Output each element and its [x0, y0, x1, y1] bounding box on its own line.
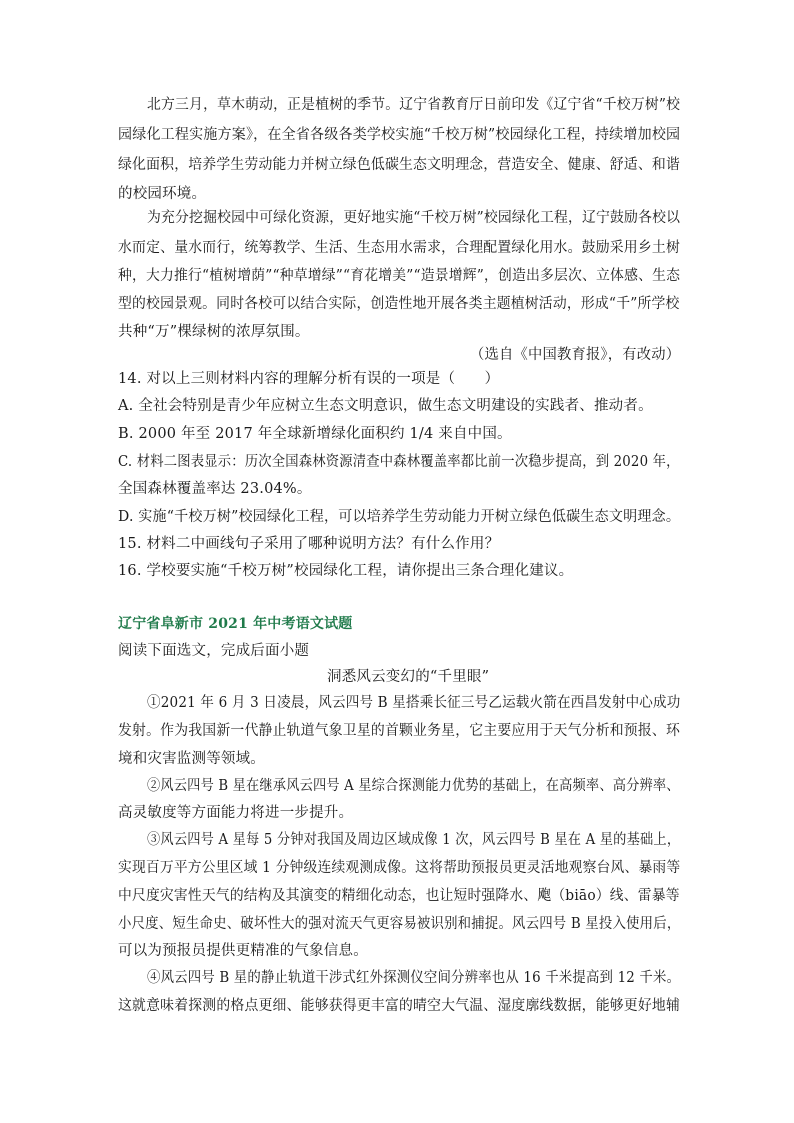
- article-text-line: 高灵敏度等方面能力将进一步提升。: [118, 805, 354, 821]
- source-citation: （选自《中国教育报》，有改动）: [470, 347, 681, 363]
- article-text-line: 发射。作为我国新一代静止轨道气象卫星的首颗业务星，它主要应用于天气分析和预报、环: [118, 723, 681, 739]
- article-text-line: ①2021 年 6 月 3 日凌晨，风云四号 B 星搭乘长征三号乙运载火箭在西昌发射中心成功: [147, 695, 681, 711]
- article-text-line: 境和灾害监测等领域。: [118, 751, 265, 767]
- material-text-line: 共种“万”棵绿树的浓厚氛围。: [118, 324, 310, 340]
- material-text-line: 为充分挖掘校园中可绿化资源，更好地实施“千校万树”校园绿化工程，辽宁鼓励各校以: [147, 210, 681, 226]
- article-text-line: 这就意味着探测的格点更细、能够获得更丰富的晴空大气温、湿度廓线数据，能够更好地辅: [118, 998, 681, 1014]
- option-a: A. 全社会特别是青少年应树立生态文明意识，做生态文明建设的实践者、推动者。: [118, 398, 653, 414]
- material-text-line: 绿化面积，培养学生劳动能力并树立绿色低碳生态文明理念，营造安全、健康、舒适、和谐: [118, 157, 681, 173]
- article-text-line: 实现百万平方公里区域 1 分钟级连续观测成像。这将帮助预报员更灵活地观察台风、暴雨等: [118, 860, 681, 876]
- material-text-line: 园绿化工程实施方案》，在全省各级各类学校实施“千校万树”校园绿化工程，持续增加校园: [118, 127, 681, 143]
- article-text-line: ④风云四号 B 星的静止轨道干涉式红外探测仪空间分辨率也从 16 千米提高到 12 千米。: [147, 970, 681, 986]
- material-text-line: 水而定、量水而行，统筹教学、生活、生态用水需求，合理配置绿化用水。鼓励采用乡土树: [118, 240, 681, 256]
- question-14: 14. 对以上三则材料内容的理解分析有误的一项是（ ）: [118, 371, 500, 387]
- reading-instruction: 阅读下面选文，完成后面小题: [118, 643, 310, 659]
- material-text-line: 的校园环境。: [118, 186, 207, 202]
- article-text-line: ③风云四号 A 星每 5 分钟对我国及周边区域成像 1 次，风云四号 B 星在 A 星的基础上，: [147, 832, 681, 848]
- article-text-line: 可以为预报员提供更精准的气象信息。: [118, 943, 368, 959]
- material-text-line: 北方三月，草木萌动，正是植树的季节。辽宁省教育厅日前印发《辽宁省“千校万树”校: [147, 97, 681, 113]
- article-title: 洞悉风云变幻的“千里眼”: [327, 669, 490, 685]
- option-c: C. 材料二图表显示：历次全国森林资源清查中森林覆盖率都比前一次稳步提高，到 2020 年，: [118, 454, 680, 470]
- article-text-line: ②风云四号 B 星在继承风云四号 A 星综合探测能力优势的基础上，在高频率、高分辨率、: [147, 778, 680, 794]
- option-d: D. 实施“千校万树”校园绿化工程，可以培养学生劳动能力开树立绿色低碳生态文明理念。: [118, 509, 681, 525]
- question-15: 15. 材料二中画线句子采用了哪种说明方法？有什么作用？: [118, 536, 500, 552]
- article-text-line: 中尺度灾害性天气的结构及其演变的精细化动态，也让短时强降水、飑（biāo）线、雷暴等: [118, 888, 680, 904]
- material-text-line: 种，大力推行“植树增荫”“种草增绿”“育花增美”“造景增辉”，创造出多层次、立体感、生态: [118, 268, 681, 284]
- question-16: 16. 学校要实施“千校万树”校园绿化工程，请你提出三条合理化建议。: [118, 563, 574, 579]
- article-text-line: 小尺度、短生命史、破坏性大的强对流天气更容易被识别和捕捉。风云四号 B 星投入使用后，: [118, 916, 681, 932]
- option-c-continued: 全国森林覆盖率达 23.04%。: [118, 481, 312, 497]
- material-text-line: 型的校园景观。同时各校可以结合实际，创造性地开展各类主题植树活动，形成“千”所学校: [118, 296, 680, 312]
- option-b: B. 2000 年至 2017 年全球新增绿化面积约 1/4 来自中国。: [118, 426, 512, 442]
- section-title: 辽宁省阜新市 2021 年中考语文试题: [118, 616, 353, 632]
